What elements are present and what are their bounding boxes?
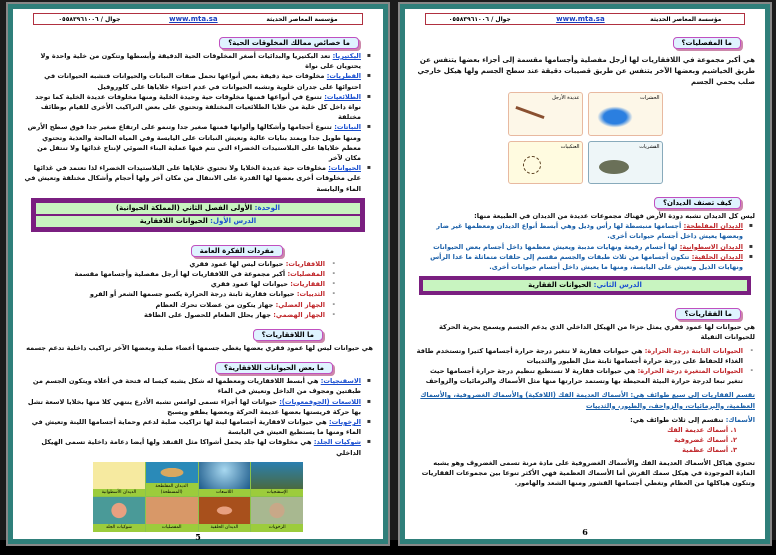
- unit-title: الأولى الفصل الثاني (المملكة الحيوانية): [115, 203, 255, 212]
- list-item: [23, 71, 373, 91]
- term: الاسفنجيات:: [320, 377, 361, 386]
- definition: حيوانات ليس لها عمود فقري: [189, 259, 286, 268]
- lesson-title: الحيوانات الفقارية: [528, 281, 594, 290]
- list-item: [23, 300, 337, 310]
- list-item: [415, 242, 755, 252]
- list-item: [23, 289, 337, 299]
- card-crustaceans: [588, 141, 663, 185]
- fish-label: الأسماك:: [725, 415, 755, 424]
- worms-intro: ليس كل الديدان تشبه دودة الأرض فهناك مجموعات عديدة من الديدان في الطبيعة منها:: [474, 212, 755, 220]
- definition: تعد البكتيريا والبدائيات أصغر المخلوقات الحية الدقيقة وأبسطها وتتكون من خلية واحدة ولا يحتويان على نواة: [40, 52, 361, 71]
- lesson-banner: [419, 276, 751, 295]
- phone-number: جوال / ٠٥٥٨٣٩٦١٠٠٦: [448, 15, 511, 23]
- temperature-list: [415, 346, 755, 387]
- list-item: [23, 417, 373, 437]
- arthropods-image-panel: [508, 92, 663, 184]
- lesson-label: الدرس الأول:: [210, 216, 257, 225]
- image-cnidarians: [199, 462, 251, 497]
- list-item: [23, 397, 373, 417]
- list-item: [415, 366, 755, 386]
- worms-section: [415, 211, 755, 272]
- term: الديدان الاسطوانية:: [679, 242, 743, 251]
- invertebrates-image-grid: [93, 462, 303, 532]
- invertebrates-definition: هي حيوانات ليس لها عمود فقري بعضها يغطي جسمها أعضاء صلبة وبعضها الآخر تراكيب داخلية تدعم جسمه: [26, 344, 373, 353]
- unit-banner: [31, 198, 365, 232]
- definition: مخلوقات حية دقيقة بعض أنواعها تحمل صفات النباتات والحيوانات فتشبه الحيوانات في احتوائها على جدران خلوية وتشبه الحيوانات في عدم احتواء خلاياها على كلوروفيل: [44, 72, 361, 91]
- fish-section: [415, 415, 755, 488]
- term: الثدييات:: [296, 290, 325, 299]
- caption: شوكيات الجلد: [93, 524, 145, 532]
- term: الفطريات:: [326, 72, 361, 81]
- list-item: [23, 269, 337, 279]
- image-sponges: [251, 462, 303, 497]
- term: الطلائعيات:: [324, 92, 361, 101]
- question-arthropods: ما المفصليات؟: [673, 37, 742, 49]
- list-item: [415, 221, 755, 241]
- definition: تتنوع أحجامها وأشكالها وألوانها فمنها صغير جدا وتنمو على ارتفاع صغير جدا فوق سطح الأرض ومنها طويل جدا ويمتد بنايات عالية وتعيش النباتات على اليابسة وفي المياه المالحة والعذبة وتحتوي معظم خلاياها على البلاستيدات الخضراء التي تتم فيها عملية البناء الضوئي لإنتاج غذائها ولا تنتقل من مكان لآخر: [27, 123, 361, 163]
- list-item: [23, 122, 373, 163]
- question-kingdoms: ما خصائص ممالك المخلوقات الحية؟: [219, 37, 359, 49]
- list-item: [23, 51, 373, 71]
- definition: لها أجسام رفيعة ونهايات مدببة ويعيش معظمها داخل أجسام بعض الحيوانات: [433, 242, 680, 251]
- org-name: مؤسسة المعاصر الحديثة: [650, 15, 722, 23]
- card-arachnids: [508, 141, 583, 185]
- list-item: [23, 279, 337, 289]
- image-roundworms: [93, 462, 145, 497]
- website-link[interactable]: www.mta.sa: [169, 15, 218, 23]
- lesson-title: الحيوانات اللافقارية: [139, 216, 211, 225]
- fish-type: ٣. أسماك عظمية: [682, 446, 737, 455]
- question-examples: ما بعض الحيوانات اللافقارية؟: [215, 362, 333, 374]
- caption: القشريات: [639, 143, 660, 150]
- definition: هي مخلوقات لها جلد يحمل أشواكا مثل القنفذ ولها أيضا دعامة داخلية تسمى الهيكل الداخلي: [41, 438, 361, 457]
- card-centipedes: [508, 92, 583, 136]
- vertebrate-classes: تقسم الفقاريات إلى سبع طوائف هي: الأسماك العديمة الفك (اللافكية) والأسماك الغضروفية، والأسماك العظمية، والبرمائيات، والزواحف، والطيور، والثدييات: [420, 391, 755, 410]
- org-name: مؤسسة المعاصر الحديثة: [266, 15, 338, 23]
- term: الجهاز العضلي:: [275, 300, 325, 309]
- fish-paragraph: تحتوي هياكل الأسماك العديمة الفك والأسماك الغضروفية على مادة مرنة تسمى الغضروف وهو يشبه المادة الموجودة في هيكل سمك القرش أما الأسماك العظمية فهي الأكثر تنوعا بين مجموعات الفقاريات وتتكون هياكلها من العظام وتغطي أجسامها القشور ومنها الشعد والهامور.: [421, 458, 755, 488]
- term: شوكيات الجلد:: [313, 438, 361, 447]
- definition: أجسامها منبسطة لها رأس وذيل وهي أبسط أنواع الديدان ومعظمها غير ضار وبعضها يعيش داخل أجسام حيوانات أخرى.: [436, 222, 743, 241]
- list-item: [23, 92, 373, 123]
- term: الحيوانات:: [328, 164, 361, 173]
- definition: هي أبسط اللافقاريات ومعظمها له شكل يشبه كيسا له فتحة في أعلاه ويتكون الجسم من طبقتين ومجوف من الداخل وتعيش في الماء: [32, 377, 361, 396]
- page-6: [400, 4, 770, 544]
- list-item: [23, 437, 373, 457]
- question-vocab: مفردات الفكرة العامة: [191, 245, 283, 257]
- caption: الرخويات: [251, 524, 303, 532]
- caption: المفصليات: [146, 524, 198, 532]
- definition: حيوانات لها عمود فقري: [210, 280, 291, 289]
- kingdoms-list: [23, 51, 373, 194]
- image-flatworms: [146, 462, 198, 497]
- image-annelids: [199, 497, 251, 532]
- phone-number: جوال / ٠٥٥٨٣٩٦١٠٠٦: [58, 15, 121, 23]
- caption: العنكبيات: [560, 143, 580, 150]
- image-arthropods: [146, 497, 198, 532]
- definition: تتكون أجسامها من ثلاث طبقات والجسم مقسم إلى حلقات متماثلة ما عدا الرأس ونهايات الذيل وتعيش على اليابسة، ومنها ما يعيش داخل أجسام حيوانات أخرى.: [430, 252, 743, 272]
- definition: هي حيوانات فقارية لا تتغير درجة حرارة أجسامها كثيرا وتستخدم طاقة الغذاء للحفاظ على درجة حرارة أجسامها ثابتة مثل الطيور والثدييات: [416, 346, 743, 365]
- caption: الديدان المفلطحة (المسطحة): [146, 483, 198, 496]
- term: اللافقاريات:: [285, 259, 325, 268]
- term: النباتات:: [334, 123, 361, 132]
- caption: الديدان الحلقية: [199, 524, 251, 532]
- definition: مخلوقات حية عديدة الخلايا ولا تحتوي خلاياها على البلاستيدات الخضراء لذا تعتمد في غذائها على مخلوقات أخرى بعضها لها القدرة على الانتقال من مكان آخر ولها أحجام وأشكال مختلفة وتعيش في الماء واليابسة: [24, 164, 361, 193]
- term: الرخويات:: [329, 418, 361, 427]
- lesson-label: الدرس الثاني:: [593, 281, 642, 290]
- definition: هي حيوانات فقارية لا تستطيع تنظيم درجة حرارة أجسامها حيث تتغير تبعا لدرجة حرارة البيئة المحيطة بها وتستمد حرارتها منها مثل الأسماك والبرمائيات والزواحف: [425, 367, 743, 386]
- examples-list: [23, 376, 373, 458]
- term: الجهاز الهضمي:: [273, 310, 325, 319]
- image-mollusks: [251, 497, 303, 532]
- fish-type: ١. أسماك عديمة الفك: [667, 426, 737, 435]
- caption: عديدة الأرجل: [552, 95, 580, 101]
- list-item: [23, 259, 337, 269]
- caption: الديدان الأسطوانية: [93, 489, 145, 497]
- unit-label: الوحدة:: [254, 203, 281, 212]
- definition: جهاز يتكون من عضلات تحرك العظام: [155, 300, 276, 309]
- card-insects: [588, 92, 663, 136]
- term: الديدان الحلقية:: [691, 252, 743, 261]
- term: الحيوانات المتغيرة درجة الحرارة:: [637, 367, 743, 376]
- list-item: [23, 310, 337, 320]
- question-invertebrates: ما اللافقاريات؟: [253, 329, 323, 341]
- list-item: [415, 252, 755, 272]
- arthropods-definition: هي أكبر مجموعة في اللافقاريات لها أرجل مفصلية وأجسامها مقسمة إلى أجزاء بعضها يتنفس عن طريق الخياشيم وبعضها الآخر يتنفس عن طريق قصيبات دقيقة عند سطح الجسم ولها هيكل خارجي صلب يحمي الجسم: [417, 56, 755, 86]
- vocab-list: [23, 259, 373, 320]
- definition: حيوانات لها أجزاء تسمى لوامس تشبه الأذرع ينتهي كلا منها بخلايا لاسعة تشل بها حركة فريستها بعضها عديمة الحركة وبعضها يطفو ويسبح: [27, 397, 361, 416]
- page-header: [33, 13, 363, 25]
- list-item: [23, 163, 373, 194]
- term: الفقاريات:: [290, 280, 325, 289]
- definition: تتنوع في أنواعها فمنها مخلوقات حية وحيدة الخلية ومنها مخلوقات عديدة الخلية كما توجد نواة داخل كل خلية من خلايا الطلائعيات المختلفة وتحتوي على بعض التراكيب الأخرى للقيام بوظائف مختلفة: [35, 92, 361, 122]
- definition: حيوانات فقارية ثابتة درجة الحرارة يكسو جسمها الشعر أو الفرو: [89, 290, 297, 299]
- question-worms: كيف تصنف الديدان؟: [654, 197, 741, 209]
- vertebrates-definition: هي حيوانات لها عمود فقري يمثل جزءا من الهيكل الداخلي الذي يدعم الجسم ويسمح بحرية الحركة للحيوانات الثقيلة: [438, 323, 755, 342]
- caption: اللاسعات: [199, 489, 251, 497]
- fish-intro: تنقسم إلى ثلاث طوائف هي:: [630, 415, 726, 424]
- fish-type: ٢. أسماك غضروفية: [673, 436, 737, 445]
- page-5: [8, 4, 388, 544]
- term: الديدان المفلطحة:: [683, 222, 743, 231]
- page-number: 5: [195, 531, 201, 542]
- list-item: [23, 376, 373, 396]
- term: البكتيريا:: [332, 52, 361, 60]
- website-link[interactable]: www.mta.sa: [556, 15, 605, 23]
- term: الحيوانات الثابتة درجة الحرارة:: [644, 346, 743, 355]
- question-vertebrates: ما الفقاريات؟: [675, 308, 741, 320]
- page-header: [425, 13, 745, 25]
- definition: هي حيوانات لافقارية أجسامها لينة لها تراكيب صلبة لدعم وحماية أجسامها اللينة وتعيش في الماء ومنها ما يستطيع العيش في اليابسة: [31, 418, 361, 437]
- image-echinoderms: [93, 497, 145, 532]
- term: المفصليات:: [287, 270, 325, 279]
- definition: جهاز يحلل الطعام للحصول على الطاقة: [144, 310, 274, 319]
- definition: أكبر مجموعة في اللافقاريات لها أرجل مفصلية وأجسامها مقسمة: [74, 270, 288, 279]
- caption: الحشرات: [640, 95, 660, 101]
- list-item: [415, 346, 755, 366]
- page-number: 6: [582, 527, 588, 537]
- caption: الإسفنجيات: [251, 489, 303, 497]
- term: اللاسعات (الجوفمعويات):: [279, 397, 361, 406]
